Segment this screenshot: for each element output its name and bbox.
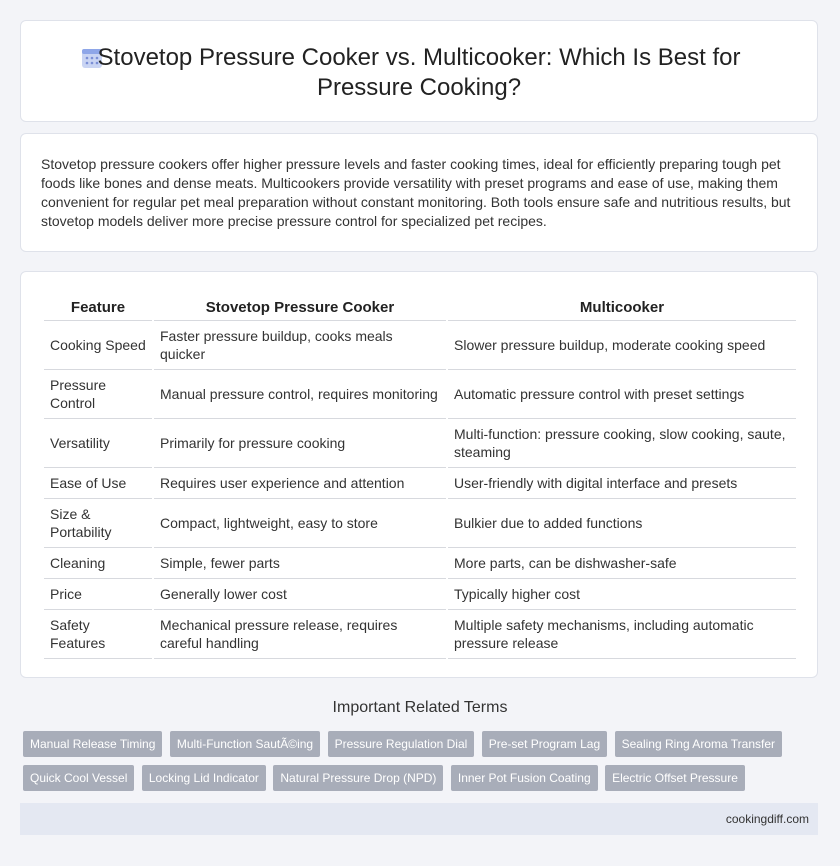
multicooker-cell: Automatic pressure control with preset settings <box>448 370 796 419</box>
stovetop-cell: Generally lower cost <box>154 579 446 610</box>
page-title-line1: Stovetop Pressure Cooker vs. Multicooker: Which Is Best for <box>97 44 741 71</box>
stovetop-cell: Faster pressure buildup, cooks meals quicker <box>154 321 446 370</box>
related-term-tag[interactable]: Pre-set Program Lag <box>482 731 607 757</box>
footer-site-link[interactable]: cookingdiff.com <box>725 812 809 826</box>
stovetop-cell: Primarily for pressure cooking <box>154 419 446 468</box>
page-title-line2: Pressure Cooking? <box>316 74 522 101</box>
table-row <box>44 579 796 610</box>
column-header-stovetop: Stovetop Pressure Cooker <box>154 296 446 321</box>
table-row <box>44 499 796 548</box>
related-terms-list <box>23 731 813 799</box>
footer <box>20 803 818 835</box>
related-terms-heading: Important Related Terms <box>332 699 508 716</box>
table-row <box>44 419 796 468</box>
table-row <box>44 548 796 579</box>
multicooker-cell: Slower pressure buildup, moderate cooking speed <box>448 321 796 370</box>
stovetop-cell: Compact, lightweight, easy to store <box>154 499 446 548</box>
multicooker-cell: Multiple safety mechanisms, including automatic pressure release <box>448 610 796 659</box>
related-term-tag[interactable]: Inner Pot Fusion Coating <box>451 765 598 791</box>
multicooker-cell: Multi-function: pressure cooking, slow cooking, saute, steaming <box>448 419 796 468</box>
feature-cell: Cooking Speed <box>44 321 152 370</box>
comparison-card <box>20 271 818 678</box>
table-row <box>44 321 796 370</box>
stovetop-cell: Requires user experience and attention <box>154 468 446 499</box>
column-header-multicooker: Multicooker <box>448 296 796 321</box>
multicooker-cell: User-friendly with digital interface and presets <box>448 468 796 499</box>
intro-card <box>20 133 818 252</box>
title-card <box>20 20 818 122</box>
feature-cell: Ease of Use <box>44 468 152 499</box>
column-header-feature: Feature <box>44 296 152 321</box>
table-header-row <box>44 296 796 321</box>
multicooker-cell: More parts, can be dishwasher-safe <box>448 548 796 579</box>
feature-cell: Pressure Control <box>44 370 152 419</box>
related-term-tag[interactable]: Manual Release Timing <box>23 731 162 757</box>
multicooker-cell: Typically higher cost <box>448 579 796 610</box>
multicooker-cell: Bulkier due to added functions <box>448 499 796 548</box>
related-term-tag[interactable]: Multi-Function SautÃ©ing <box>170 731 320 757</box>
stovetop-cell: Simple, fewer parts <box>154 548 446 579</box>
table-row <box>44 468 796 499</box>
feature-cell: Cleaning <box>44 548 152 579</box>
comparison-table <box>42 296 798 659</box>
stovetop-cell: Mechanical pressure release, requires careful handling <box>154 610 446 659</box>
feature-cell: Price <box>44 579 152 610</box>
intro-paragraph: Stovetop pressure cookers offer higher pressure levels and faster cooking times, ideal for efficiently preparing tough pet foods like bones and dense meats. Multicookers provide versatility with preset programs and ease of use, making them convenient for regular pet meal preparation without constant monitoring. Both tools ensure safe and nutritious results, but stovetop models deliver more precise pressure control for specialized pet recipes. <box>41 156 791 229</box>
feature-cell: Size & Portability <box>44 499 152 548</box>
feature-cell: Safety Features <box>44 610 152 659</box>
stovetop-cell: Manual pressure control, requires monitoring <box>154 370 446 419</box>
feature-cell: Versatility <box>44 419 152 468</box>
related-term-tag[interactable]: Quick Cool Vessel <box>23 765 134 791</box>
table-row <box>44 610 796 659</box>
table-row <box>44 370 796 419</box>
page-title <box>21 43 817 103</box>
related-term-tag[interactable]: Natural Pressure Drop (NPD) <box>273 765 443 791</box>
related-term-tag[interactable]: Sealing Ring Aroma Transfer <box>615 731 782 757</box>
related-term-tag[interactable]: Pressure Regulation Dial <box>328 731 475 757</box>
related-term-tag[interactable]: Locking Lid Indicator <box>142 765 266 791</box>
related-term-tag[interactable]: Electric Offset Pressure <box>605 765 745 791</box>
